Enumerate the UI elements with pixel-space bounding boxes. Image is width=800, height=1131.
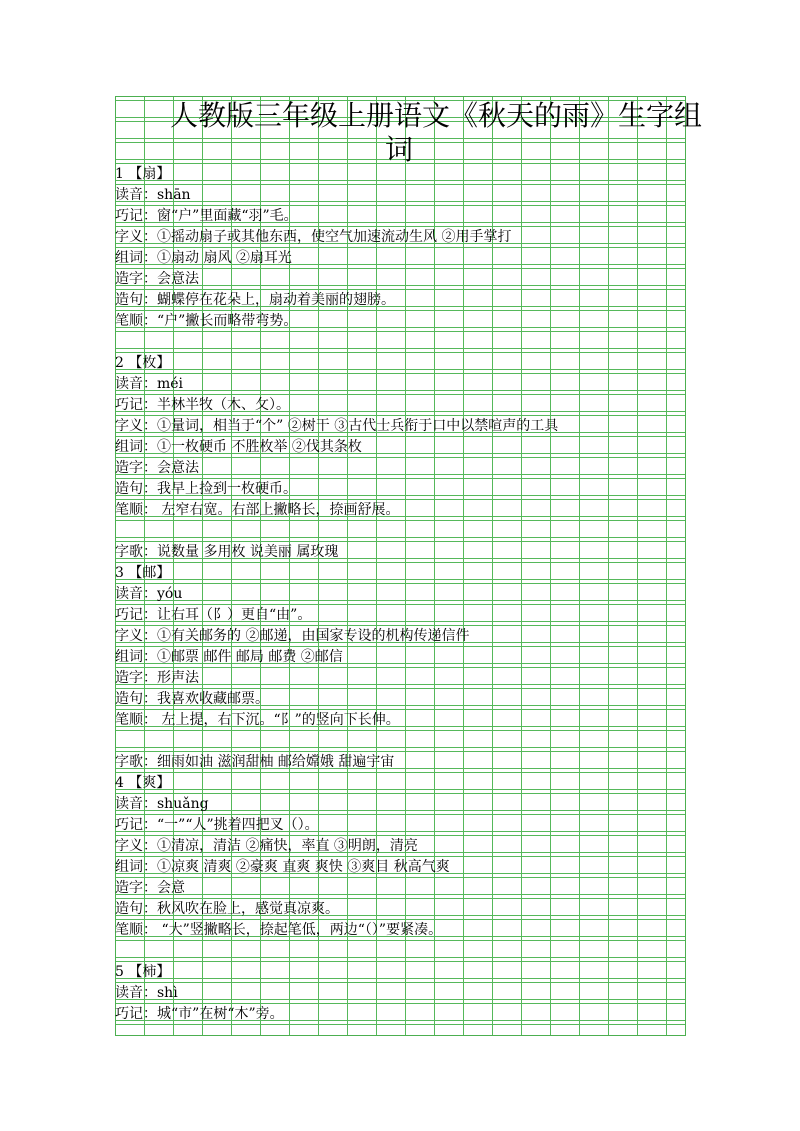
text-line: 造字：会意法 — [115, 460, 199, 476]
text-line: 字义：①摇动扇子或其他东西，使空气加速流动生风 ②用手掌打 — [115, 229, 512, 245]
text-line: 组词：①扇动 扇风 ②扇耳光 — [115, 250, 292, 266]
text-line: 2 【枚】 — [115, 355, 171, 371]
text-line: 造字：会意法 — [115, 271, 199, 287]
text-line: 字歌：说数量 多用枚 说美丽 属玫瑰 — [115, 544, 339, 560]
text-line: 读音：shì — [115, 985, 178, 1001]
text-line: 字义：①清凉，清洁 ②痛快，率直 ③明朗，清亮 — [115, 838, 418, 854]
text-line: 字歌：细雨如油 滋润甜柚 邮给嫦娥 甜遍宇宙 — [115, 754, 395, 770]
text-line: 造句：秋风吹在脸上，感觉真凉爽。 — [115, 901, 339, 917]
text-line: 读音：méi — [115, 376, 184, 392]
text-line: 3 【邮】 — [115, 565, 171, 581]
text-line: 笔顺： “大”竖撇略长，捺起笔低，两边“（）”要紧凑。 — [115, 922, 443, 938]
text-line: 造句：我早上捡到一枚硬币。 — [115, 481, 297, 497]
text-line: 造句：蝴蝶停在花朵上，扇动着美丽的翅膀。 — [115, 292, 395, 308]
text-line: 造字：形声法 — [115, 670, 199, 686]
text-line: 字义：①量词，相当于“个” ②树干 ③古代士兵衔于口中以禁喧声的工具 — [115, 418, 559, 434]
text-line: 组词：①一枚硬币 不胜枚举 ②伐其条枚 — [115, 439, 362, 455]
text-line: 巧记：让右耳（阝）更自“由”。 — [115, 607, 312, 623]
text-line: 组词：①邮票 邮件 邮局 邮费 ②邮信 — [115, 649, 343, 665]
text-line: 读音：shuǎng — [115, 796, 209, 812]
text-line: 5 【柿】 — [115, 964, 171, 980]
text-line: 4 【爽】 — [115, 775, 171, 791]
text-line: 笔顺： 左窄右宽。右部上撇略长，捺画舒展。 — [115, 502, 400, 518]
text-line: 读音：shān — [115, 187, 191, 203]
document-title: 人教版三年级上册语文《秋天的雨》生字组 — [170, 99, 703, 132]
document-title-continued: 词 — [385, 133, 414, 166]
text-line: 巧记：“一”“人”挑着四把叉（）。 — [115, 817, 319, 833]
text-line: 字义：①有关邮务的 ②邮递，由国家专设的机构传递信件 — [115, 628, 470, 644]
text-line: 造句：我喜欢收藏邮票。 — [115, 691, 269, 707]
text-line: 读音：yóu — [115, 586, 183, 602]
text-line: 笔顺： 左上提，右下沉。“阝”的竖向下长伸。 — [115, 712, 400, 728]
text-line: 组词：①凉爽 清爽 ②豪爽 直爽 爽快 ③爽目 秋高气爽 — [115, 859, 450, 875]
text-line: 巧记：窗“户”里面藏“羽”毛。 — [115, 208, 298, 224]
text-line: 巧记：城“市”在树“木”旁。 — [115, 1006, 284, 1022]
text-line: 1 【扇】 — [115, 166, 171, 182]
text-line: 笔顺：“户”撇长而略带弯势。 — [115, 313, 298, 329]
text-line: 巧记：半林半牧（木、攵）。 — [115, 397, 290, 413]
text-line: 造字：会意 — [115, 880, 185, 896]
